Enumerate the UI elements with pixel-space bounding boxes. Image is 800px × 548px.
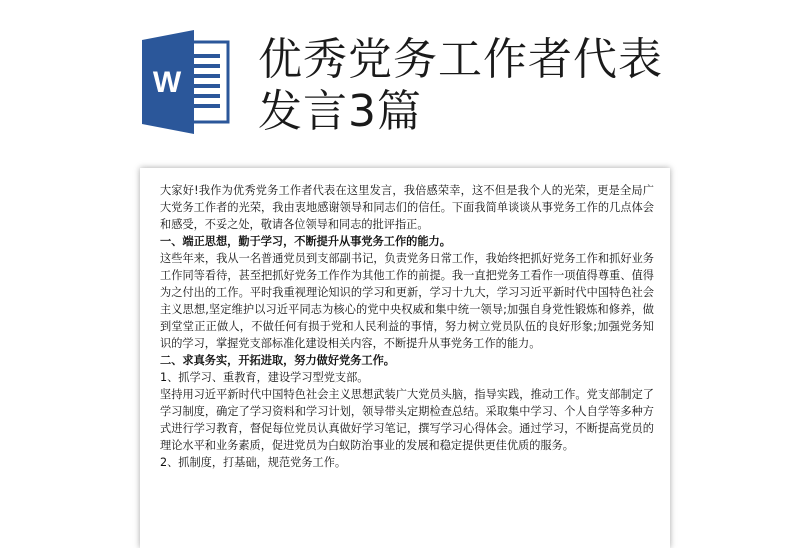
document-content [160, 182, 654, 471]
paragraph: 1、抓学习、重教育，建设学习型党支部。 [160, 371, 369, 384]
word-document-icon [140, 30, 232, 134]
section-heading: 一、端正思想，勤于学习，不断提升从事党务工作的能力。 [160, 235, 451, 248]
page-title [258, 34, 778, 138]
paragraph: 2、抓制度，打基础，规范党务工作。 [160, 456, 347, 469]
section-heading: 二、求真务实，开拓进取，努力做好党务工作。 [160, 354, 395, 367]
word-icon-letter: W [152, 66, 182, 99]
paragraph: 大家好!我作为优秀党务工作者代表在这里发言，我倍感荣幸，这不但是我个人的光荣，更是全局广大党务工作者的光荣，我由衷地感谢领导和同志们的信任。下面我简单谈谈从事党务工作的几点体会和感受，不妥之处，敬请各位领导和同志的批评指正。 [160, 184, 654, 231]
paragraph: 这些年来，我从一名普通党员到支部副书记，负责党务日常工作，我始终把抓好党务工作和抓好业务工作同等看待，甚至把抓好党务工作作为其他工作的前提。我一直把党务工看作一项值得尊重、值得为之付出的工作。平时我重视理论知识的学习和更新，学习十九大，学习习近平新时代中国特色社会主义思想,坚定维护以习近平同志为核心的党中央权威和集中统一领导;加强自身党性锻炼和修养，做到堂堂正正做人，不做任何有损于党和人民利益的事情，努力树立党员队伍的良好形象;加强党务知识的学习，掌握党支部标准化建设相关内容，不断提升从事党务工作的能力。 [160, 252, 654, 350]
title-line-2: 发言3篇 [258, 86, 422, 137]
header [0, 0, 800, 160]
paragraph: 坚持用习近平新时代中国特色社会主义思想武装广大党员头脑，指导实践，推动工作。党支部制定了学习制度，确定了学习资料和学习计划，领导带头定期检查总结。采取集中学习、个人自学等多种方式进行学习教育，督促每位党员认真做好学习笔记，撰写学习心得体会。通过学习，不断提高党员的理论水平和业务素质，促进党员为白蚁防治事业的发展和稳定提供更佳优质的服务。 [160, 388, 654, 452]
document-page [140, 168, 670, 548]
title-line-1: 优秀党务工作者代表 [258, 34, 663, 85]
